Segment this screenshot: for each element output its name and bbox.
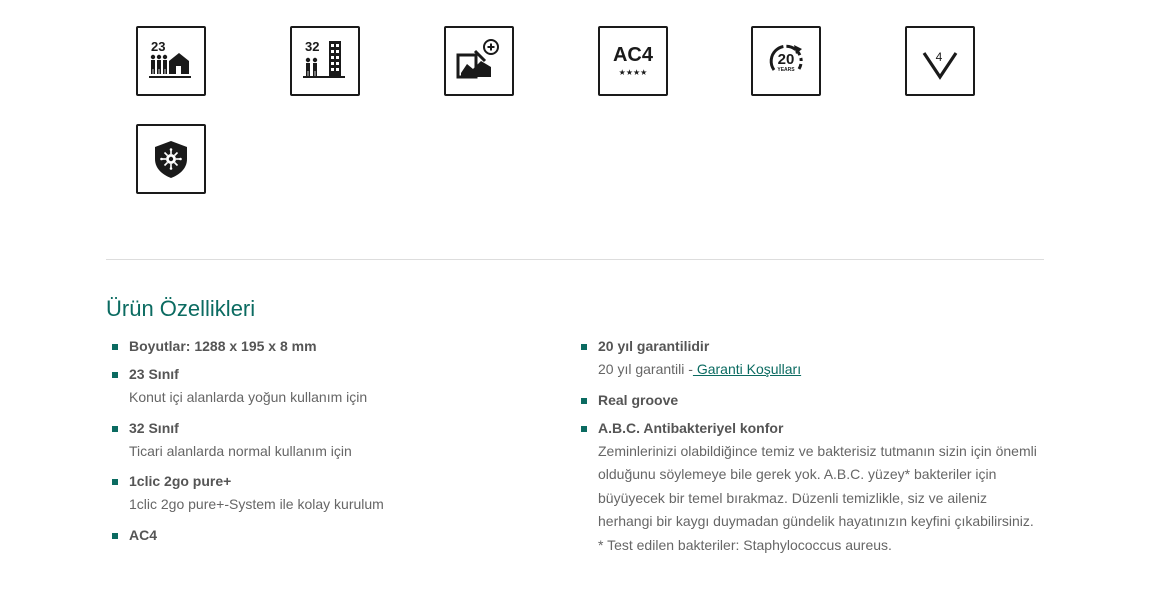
warranty-terms-link[interactable]: Garanti Koşulları: [692, 361, 802, 377]
feature-item-32-class: [106, 418, 576, 464]
feature-title: 23 Sınıf: [129, 366, 179, 382]
feature-title: AC4: [129, 526, 158, 543]
abc-desc-line: olduğunu söylemeye bile gerek yok. A.B.C. yüzey* bakteriler için: [598, 466, 997, 482]
1clic-2go-installation-icon[interactable]: [444, 26, 514, 96]
abc-desc-line: büyüyecek bir temel bırakmaz. Düzenli temizlikle, siz ve aileniz: [598, 489, 988, 506]
icon-ac4-stars: ★★★★: [618, 68, 648, 77]
feature-title: Boyutlar: 1288 x 195 x 8 mm: [129, 338, 317, 354]
feature-title: A.B.C. Antibakteriyel konfor: [598, 419, 784, 436]
feature-item-dimensions: [106, 336, 576, 356]
feature-item-23-class: [106, 364, 576, 410]
feature-item-real-groove: [575, 390, 1045, 410]
ac4-rating-icon[interactable]: [598, 26, 668, 96]
32-class-commercial-icon-graphic: [297, 33, 353, 89]
icon-class-number: 32: [305, 39, 320, 54]
icon-class-number: 23: [151, 39, 166, 54]
32-class-commercial-icon[interactable]: [290, 26, 360, 96]
23-class-residential-icon-graphic: [143, 33, 199, 89]
feature-item-warranty: [575, 336, 1045, 382]
20-years-warranty-icon-graphic: [758, 33, 814, 89]
feature-desc: Konut içi alanlarda yoğun kullanım için: [129, 389, 368, 405]
23-class-residential-icon[interactable]: [136, 26, 206, 96]
section-divider: [106, 259, 1044, 260]
icon-v4-number: 4: [935, 50, 943, 64]
feature-item-ac4: [106, 525, 576, 545]
20-years-warranty-icon[interactable]: [751, 26, 821, 96]
v4-groove-icon[interactable]: [905, 26, 975, 96]
feature-title: 32 Sınıf: [129, 419, 179, 436]
ac4-rating-icon-graphic: [605, 33, 661, 89]
warranty-desc-prefix: 20 yıl garantili -: [598, 361, 693, 377]
feature-desc: Ticari alanlarda normal kullanım için: [129, 442, 352, 459]
icon-years-number: 20: [777, 51, 795, 68]
feature-item-1clic-2go: [106, 471, 576, 517]
feature-title: Real groove: [598, 391, 679, 408]
features-list-left: [106, 336, 576, 553]
feature-desc: [598, 440, 1045, 558]
icon-years-label: YEARS: [777, 67, 795, 73]
features-list-right: [575, 336, 1045, 565]
abc-desc-line: Zeminlerinizi olabildiğince temiz ve bakterisiz tutmanın sizin için önemli: [598, 442, 1037, 459]
feature-title: 1clic 2go pure+: [129, 473, 232, 489]
section-title: Ürün Özellikleri: [106, 296, 256, 321]
antibacterial-shield-icon-graphic: [143, 131, 199, 187]
icon-ac4-label: AC4: [612, 44, 654, 66]
abc-desc-footnote: * Test edilen bakteriler: Staphylococcus aureus.: [598, 536, 892, 553]
feature-desc: 1clic 2go pure+-System ile kolay kurulum: [129, 496, 384, 512]
feature-desc: [598, 358, 1045, 382]
1clic-2go-installation-icon-graphic: [451, 33, 507, 89]
feature-title: 20 yıl garantilidir: [598, 338, 710, 354]
v4-groove-icon-graphic: [912, 33, 968, 89]
feature-icon-grid: [0, 0, 1169, 220]
abc-desc-line: herhangi bir kaygı duymadan gündelik hayatınızın keyfini çıkabilirsiniz.: [598, 513, 1034, 529]
feature-item-antibacterial: [575, 418, 1045, 558]
antibacterial-shield-icon[interactable]: [136, 124, 206, 194]
